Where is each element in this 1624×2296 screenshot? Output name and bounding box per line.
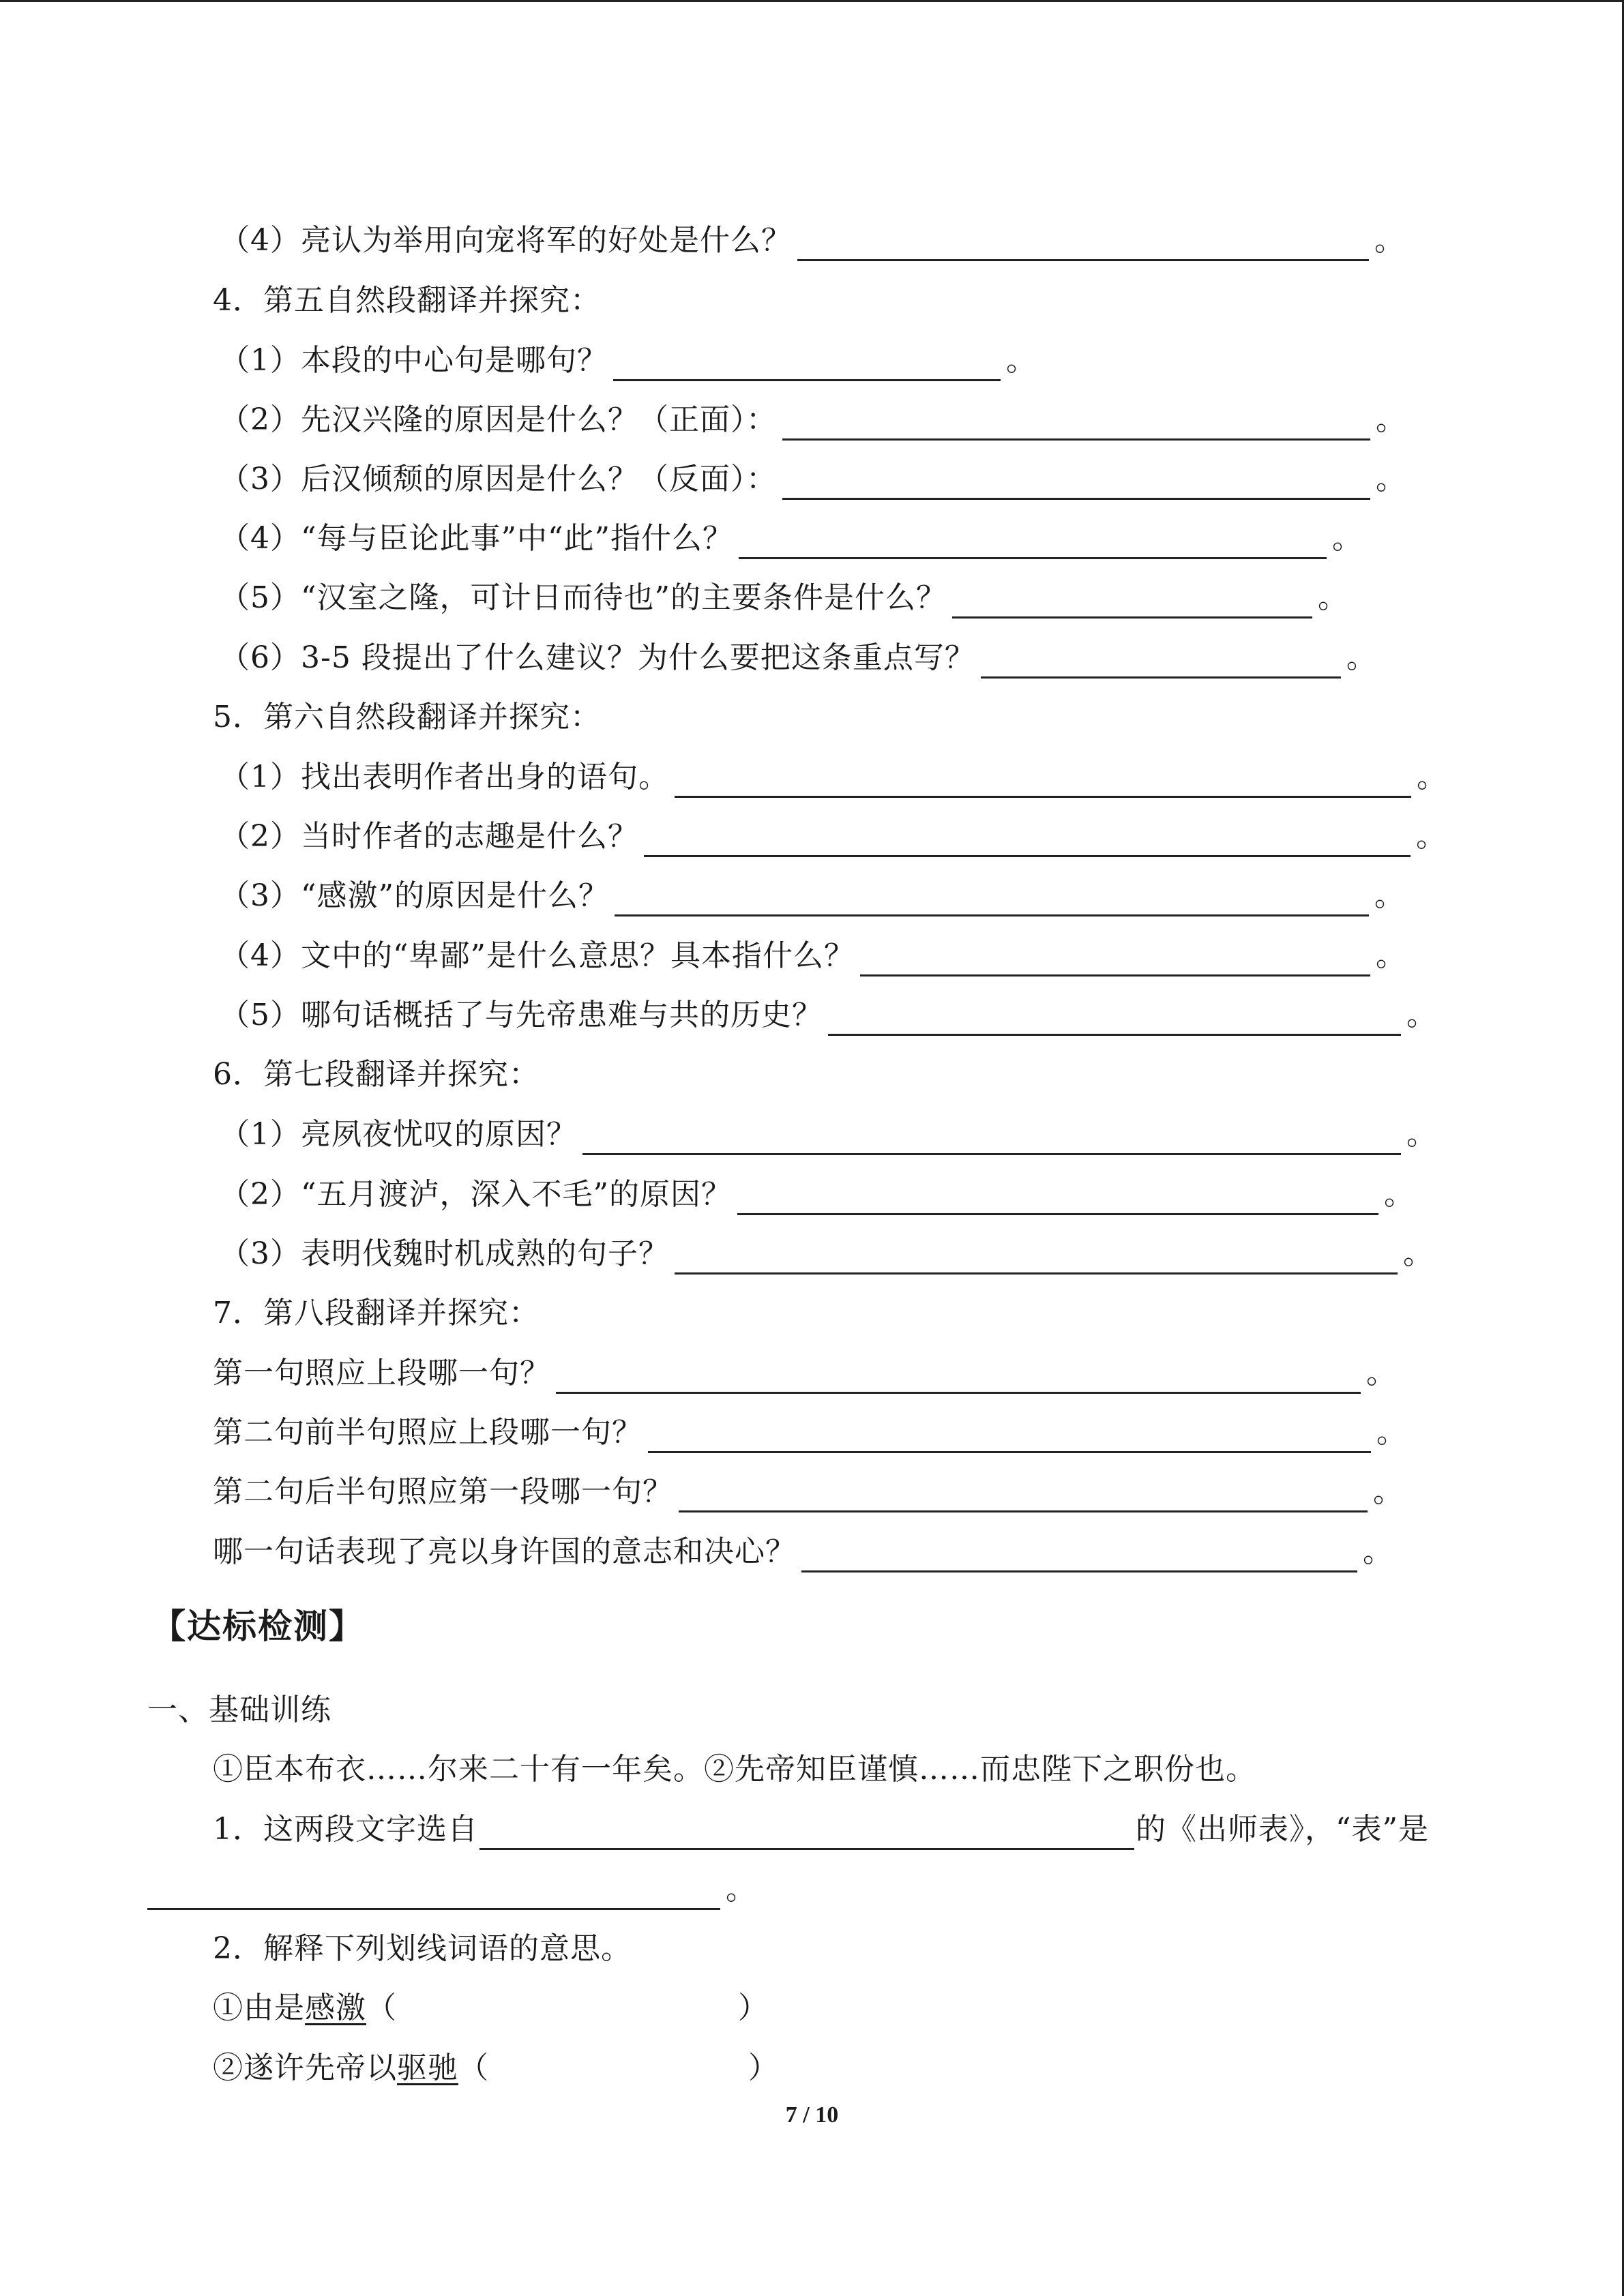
question-line	[213, 1339, 1397, 1394]
question-text: （1）本段的中心句是哪句？	[220, 343, 608, 378]
line-end-mark: 。	[1363, 1534, 1393, 1569]
question-line	[220, 862, 1405, 916]
answer-blank[interactable]	[828, 998, 1401, 1036]
question-line	[213, 1399, 1407, 1453]
question-text: （2）“五月渡泸，深入不毛”的原因？	[220, 1177, 732, 1212]
paren-open: （	[458, 2051, 489, 2085]
question-text: 6．第七段翻译并探究：	[213, 1057, 540, 1092]
question-text: （4）文中的“卑鄙”是什么意思？具本指什么？	[220, 938, 855, 973]
line-end-mark: 。	[1374, 878, 1405, 913]
passage-line	[213, 1735, 1256, 1790]
answer-blank[interactable]	[797, 224, 1369, 261]
question-text: （2）当时作者的志趣是什么？	[220, 819, 638, 854]
part-title-text: 一、基础训练	[147, 1693, 331, 1727]
line-end-mark: 。	[1317, 580, 1348, 615]
question-text: 1．这两段文字选自	[213, 1812, 478, 1847]
answer-blank[interactable]	[615, 879, 1369, 916]
question-text: （3）“感激”的原因是什么？	[220, 878, 609, 913]
page-number: 7 / 10	[785, 2102, 839, 2128]
question-line	[220, 803, 1447, 857]
question-heading	[213, 683, 601, 738]
question-text: （6）3-5 段提出了什么建议？为什么要把这条重点写？	[220, 640, 975, 675]
line-end-mark: 。	[1417, 760, 1447, 794]
question-text: （5）“汉室之隆，可计日而待也”的主要条件是什么？	[220, 580, 947, 615]
question-heading	[213, 1279, 540, 1334]
question-line	[220, 386, 1406, 441]
answer-blank[interactable]	[613, 344, 1001, 381]
answer-blank[interactable]	[782, 462, 1370, 500]
question-text: 第二句前半句照应上段哪一句？	[213, 1415, 643, 1450]
question-text: （4）亮认为举用向宠将军的好处是什么？	[220, 223, 792, 258]
answer-blank[interactable]	[479, 1813, 1134, 1850]
vocab-prefix: ②遂许先帝以	[213, 2051, 397, 2085]
answer-blank[interactable]	[147, 1873, 720, 1910]
question-line	[220, 1161, 1415, 1215]
vocab-item	[213, 2034, 779, 2089]
line-end-mark: 。	[1006, 343, 1037, 378]
vocab-item	[213, 1974, 769, 2029]
part-title	[147, 1676, 331, 1731]
line-end-mark: 。	[1383, 1177, 1415, 1212]
question-heading	[213, 267, 601, 321]
line-end-mark: 。	[1366, 1356, 1397, 1390]
answer-blank[interactable]	[782, 403, 1370, 441]
passage-text: ①臣本布衣……尔来二十有一年矣。②先帝知臣谨慎……而忠陛下之职份也。	[213, 1752, 1256, 1787]
line-end-mark: 。	[1346, 640, 1377, 675]
question-line	[213, 1518, 1393, 1572]
question-line	[220, 1220, 1434, 1274]
question-line	[220, 922, 1406, 976]
question-text: （2）先汉兴隆的原因是什么？（正面）：	[220, 402, 777, 437]
question-line	[220, 445, 1406, 500]
question-text: 第一句照应上段哪一句？	[213, 1356, 550, 1390]
question-line	[220, 564, 1348, 618]
vocab-prefix: ①由是	[213, 1991, 305, 2025]
question-line	[220, 981, 1437, 1036]
line-end-mark: 。	[1374, 223, 1405, 258]
question-text: （3）表明伐魏时机成熟的句子？	[220, 1236, 669, 1271]
question-line	[213, 1458, 1404, 1512]
line-end-mark: 。	[1376, 402, 1406, 437]
question-line-continued	[147, 1855, 756, 1910]
line-end-mark: 。	[1406, 998, 1437, 1032]
line-end-mark: 。	[1416, 819, 1447, 854]
line-end-mark: 。	[1373, 1474, 1404, 1509]
question-heading	[213, 1041, 540, 1095]
answer-blank[interactable]	[801, 1535, 1357, 1572]
line-end-mark: 。	[1406, 1117, 1437, 1152]
paren-close: ）	[748, 2051, 779, 2085]
question-text: 的《出师表》，“表”是	[1136, 1812, 1429, 1847]
answer-blank[interactable]	[556, 1356, 1361, 1394]
question-text: 7．第八段翻译并探究：	[213, 1296, 540, 1330]
section-heading: 【达标检测】	[151, 1607, 364, 1646]
question-line	[213, 1795, 1429, 1850]
answer-blank[interactable]	[739, 522, 1327, 559]
question-text: 哪一句话表现了亮以身许国的意志和决心？	[213, 1534, 796, 1569]
answer-blank[interactable]	[648, 1416, 1371, 1453]
question-text: （1）找出表明作者出身的语句。	[220, 760, 669, 794]
underlined-word: 驱驰	[397, 2051, 458, 2085]
question-line	[220, 207, 1405, 261]
question-text: 2．解释下列划线词语的意思。	[213, 1931, 632, 1966]
line-end-mark: 。	[1331, 521, 1363, 556]
paren-open: （	[366, 1991, 397, 2025]
question-text: （4）“每与臣论此事”中“此”指什么？	[220, 521, 733, 556]
answer-blank[interactable]	[679, 1475, 1368, 1512]
answer-blank[interactable]	[675, 1237, 1398, 1274]
answer-blank[interactable]	[737, 1178, 1378, 1215]
answer-blank[interactable]	[860, 939, 1370, 976]
question-text: 第二句后半句照应第一段哪一句？	[213, 1474, 673, 1509]
question-line	[220, 505, 1363, 559]
question-line	[220, 1101, 1437, 1155]
question-line	[220, 743, 1447, 798]
answer-blank[interactable]	[582, 1118, 1401, 1155]
answer-blank[interactable]	[981, 641, 1341, 679]
line-end-mark: 。	[1376, 1415, 1407, 1450]
line-end-mark: 。	[726, 1872, 756, 1907]
answer-blank[interactable]	[952, 581, 1312, 618]
answer-blank[interactable]	[675, 760, 1411, 798]
underlined-word: 感激	[305, 1991, 366, 2025]
question-heading	[213, 1915, 632, 1969]
line-end-mark: 。	[1376, 462, 1406, 496]
question-text: 5．第六自然段翻译并探究：	[213, 700, 601, 734]
question-text: （1）亮夙夜忧叹的原因？	[220, 1117, 577, 1152]
question-line	[220, 327, 1037, 381]
question-text: （3）后汉倾颓的原因是什么？（反面）：	[220, 462, 777, 496]
line-end-mark: 。	[1375, 938, 1406, 973]
paren-close: ）	[738, 1991, 769, 2025]
answer-blank[interactable]	[644, 820, 1411, 857]
question-text: （5）哪句话概括了与先帝患难与共的历史？	[220, 998, 823, 1032]
question-line	[220, 624, 1377, 679]
question-text: 4．第五自然段翻译并探究：	[213, 283, 601, 318]
line-end-mark: 。	[1403, 1236, 1434, 1271]
